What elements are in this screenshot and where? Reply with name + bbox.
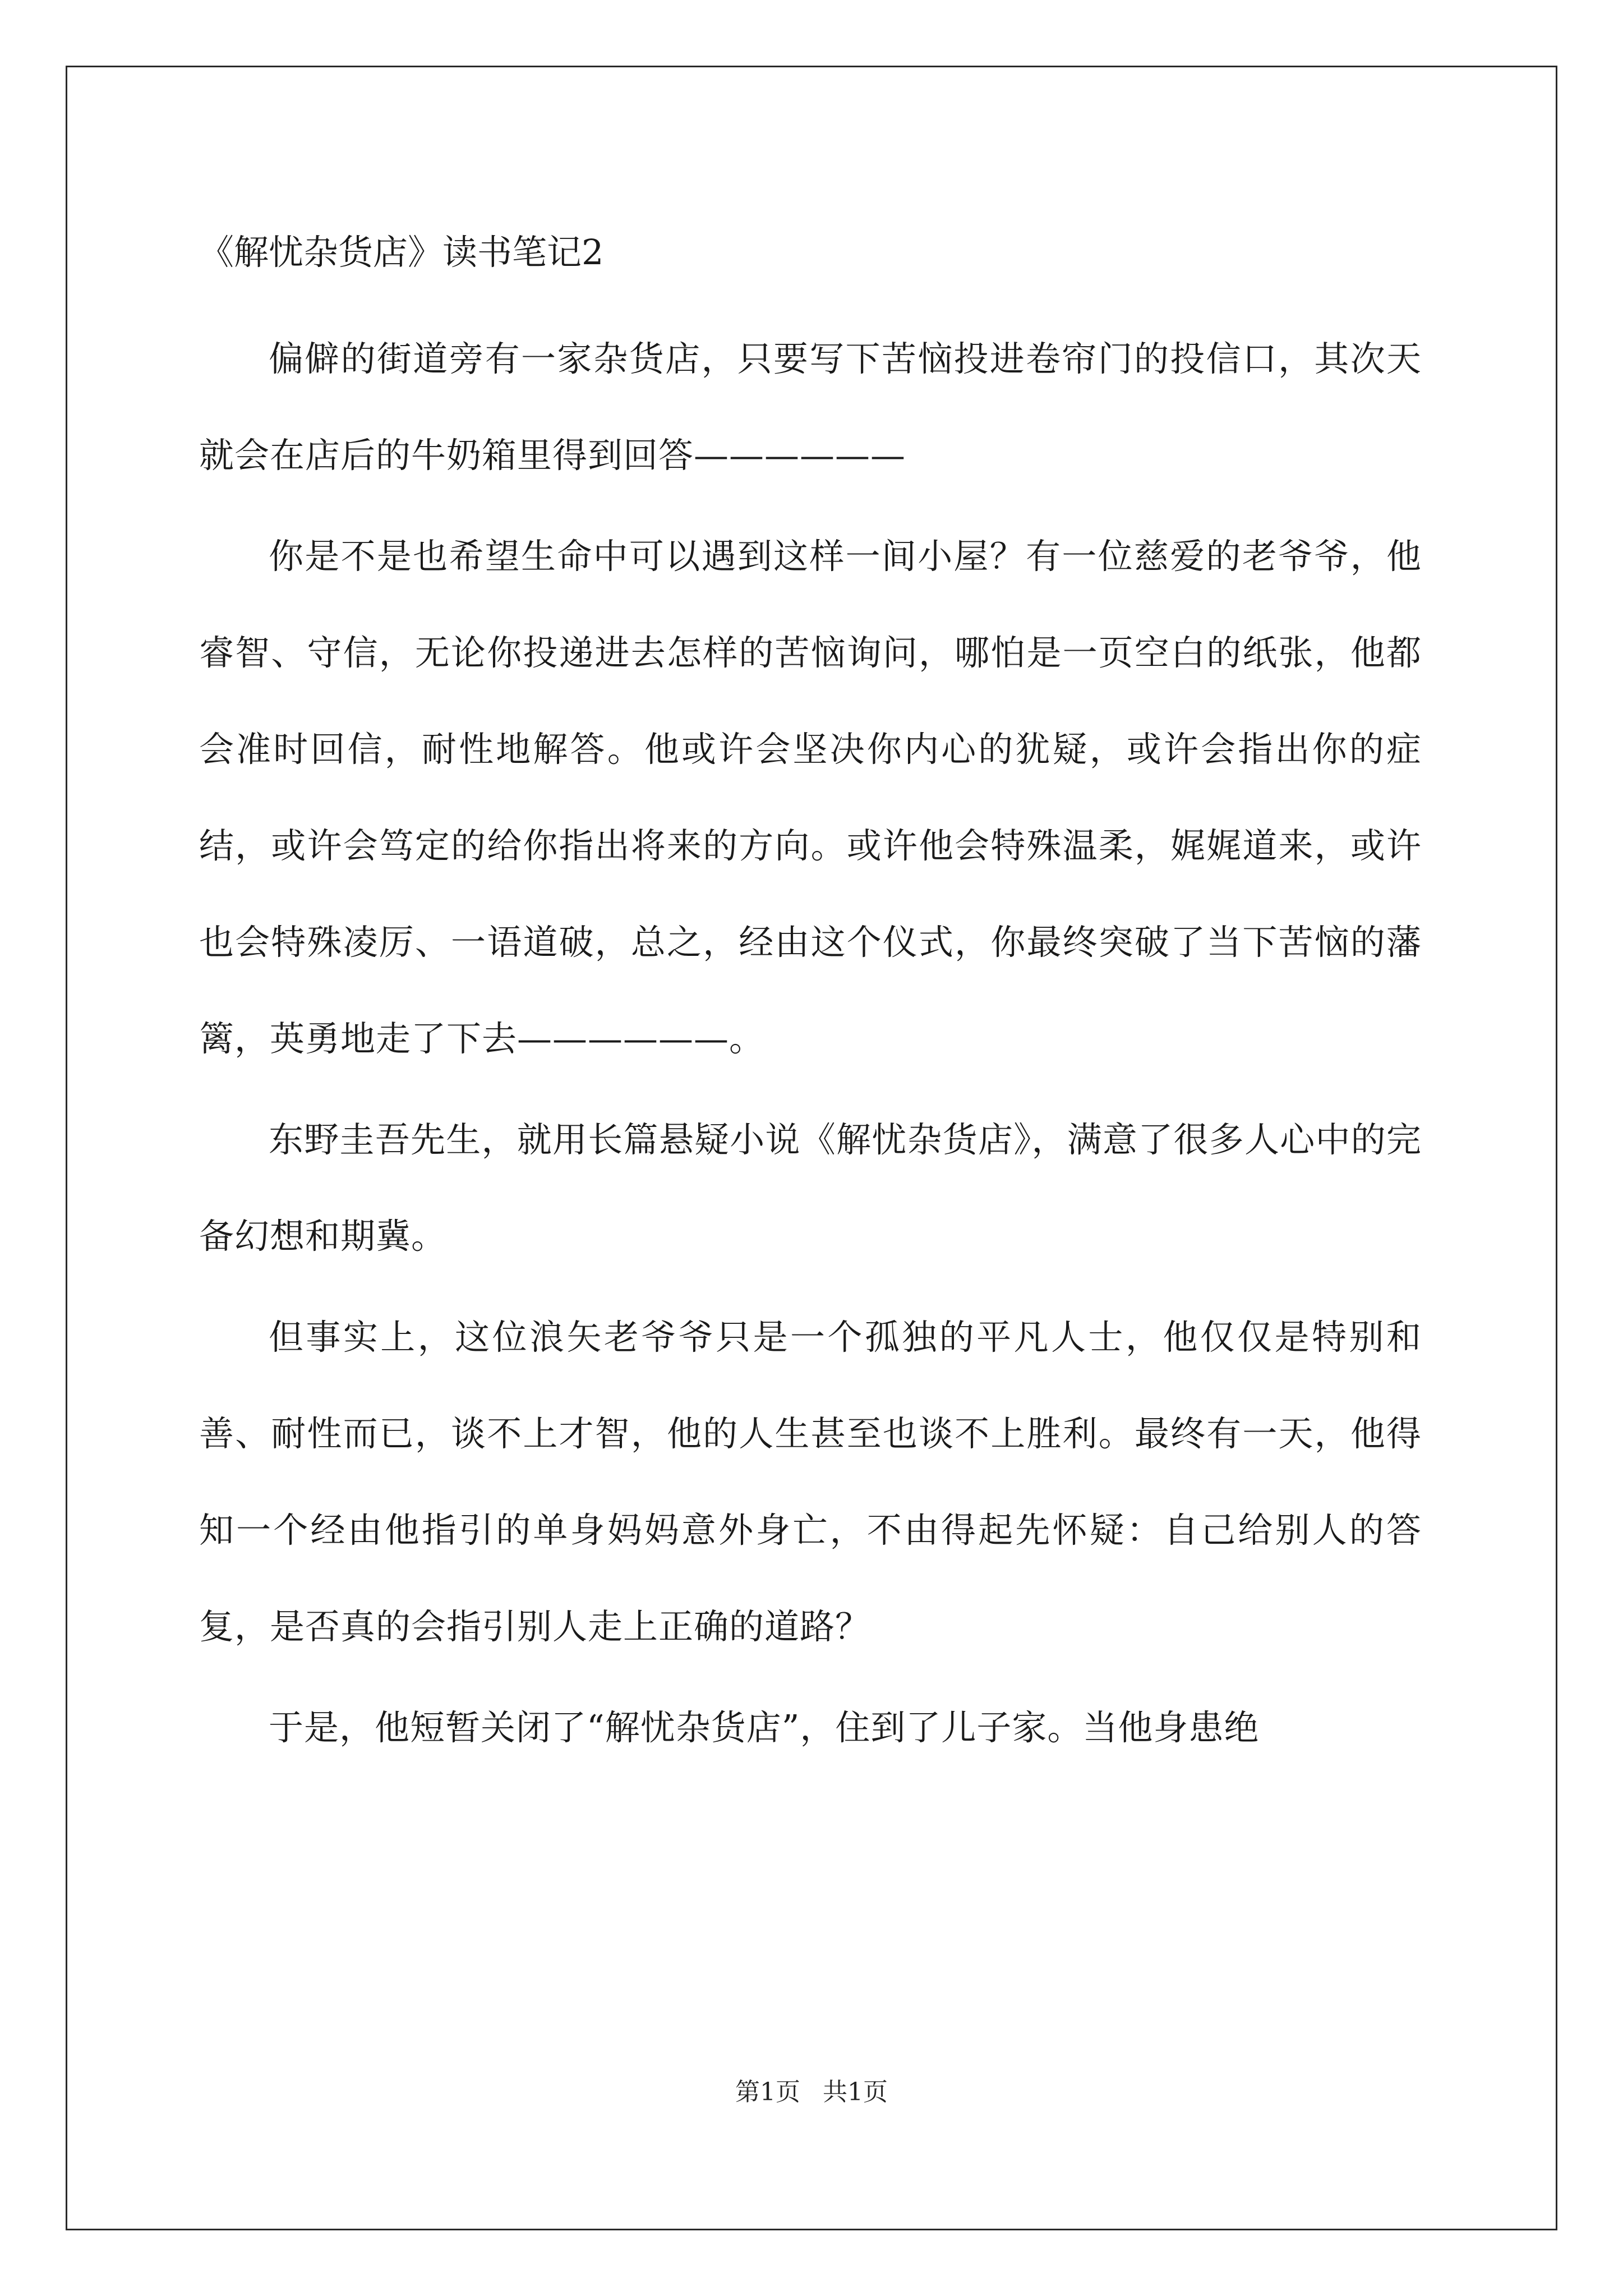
page-footer (0, 2076, 1623, 2109)
document-title: 《解忧杂货店》读书笔记2 (199, 232, 604, 273)
paragraph-5: 于是，他短暂关闭了“解忧杂货店”，住到了儿子家。当他身患绝 (269, 1707, 1260, 1748)
page-number-current: 第1页 (735, 2078, 800, 2106)
document-body (199, 213, 1422, 1776)
page-number-total: 共1页 (823, 2078, 888, 2106)
paragraph-3: 东野圭吾先生，就用长篇悬疑小说《解忧杂货店》，满意了很多人心中的完备幻想和期冀。 (199, 1119, 1422, 1257)
paragraph-4: 但事实上，这位浪矢老爷爷只是一个孤独的平凡人士，他仅仅是特别和善、耐性而已，谈不上才智，他的人生甚至也谈不上胜利。最终有一天，他得知一个经由他指引的单身妈妈意外身亡，不由得起先怀疑：自己给别人的答复，是否真的会指引别人走上正确的道路？ (199, 1317, 1422, 1647)
paragraph-2: 你是不是也希望生命中可以遇到这样一间小屋？有一位慈爱的老爷爷，他睿智、守信，无论你投递进去怎样的苦恼询问，哪怕是一页空白的纸张，他都会准时回信，耐性地解答。他或许会坚决你内心的犹疑，或许会指出你的症结，或许会笃定的给你指出将来的方向。或许他会特殊温柔，娓娓道来，或许也会特殊凌厉、一语道破，总之，经由这个仪式，你最终突破了当下苦恼的藩篱，英勇地走了下去——————。 (199, 536, 1422, 1059)
paragraph-1: 偏僻的街道旁有一家杂货店，只要写下苦恼投进卷帘门的投信口，其次天就会在店后的牛奶箱里得到回答—————— (199, 338, 1422, 476)
